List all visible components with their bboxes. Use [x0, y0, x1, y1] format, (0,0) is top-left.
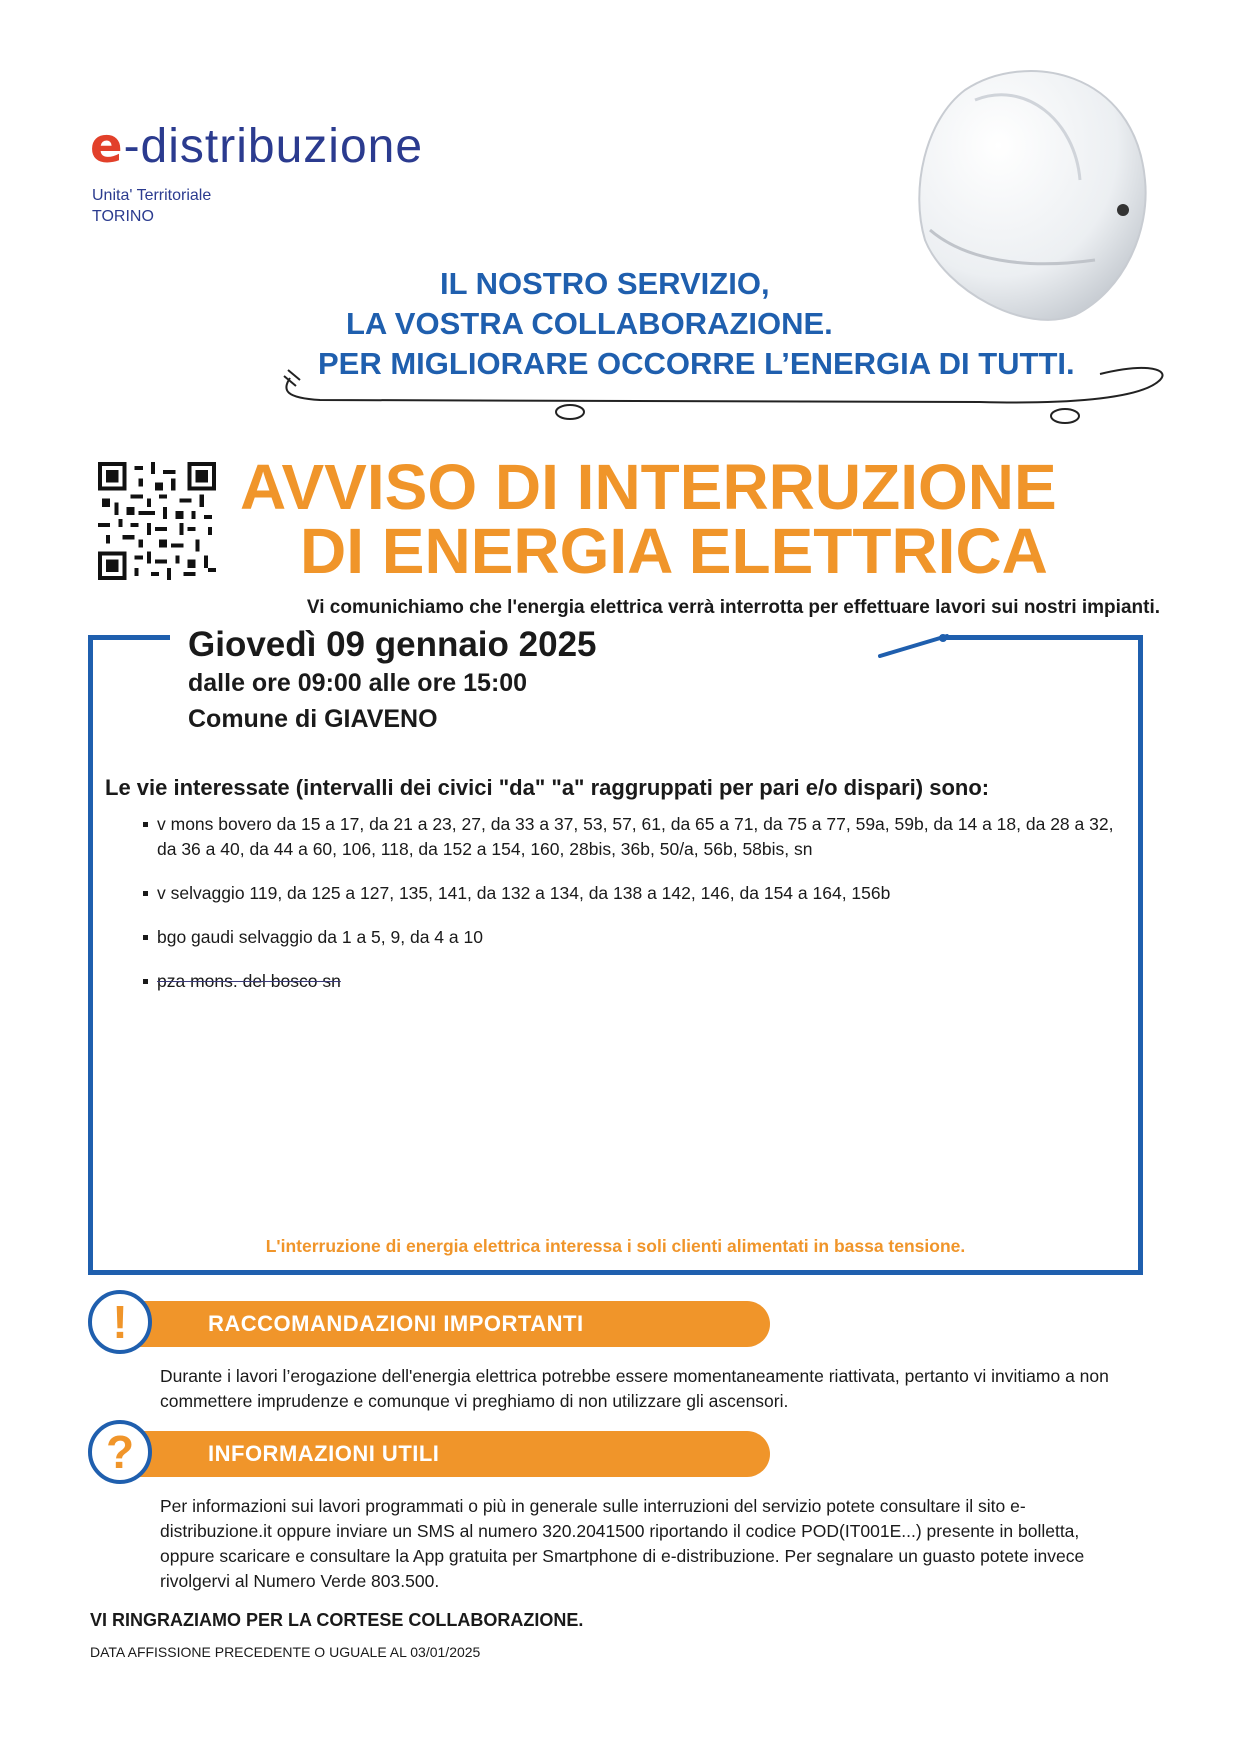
pen-stroke [875, 630, 955, 660]
street-list [140, 812, 1125, 1013]
unit-city: TORINO [92, 208, 154, 225]
street-item: v selvaggio 119, da 125 a 127, 135, 141, da 132 a 134, da 138 a 142, 146, da 154 a 164, 156b [140, 881, 1125, 906]
info-title: INFORMAZIONI UTILI [208, 1441, 440, 1466]
brand-logo-mark: e [90, 118, 124, 174]
question-icon [88, 1420, 152, 1484]
streets-header: Le vie interessate (intervalli dei civici "da" "a" raggruppati per pari e/o dispari) sono: [105, 775, 990, 800]
brand-logo [90, 118, 423, 174]
brand-logo-name: -distribuzione [123, 120, 424, 173]
info-banner [118, 1431, 770, 1477]
street-item: v mons bovero da 15 a 17, da 21 a 23, 27, da 33 a 37, 53, 57, 61, da 65 a 71, da 75 a 77, 59a, 59b, da 14 a 18, da 28 a 32, da 36 a 40, da 44 a 60, 106, 118, da 152 a 154, 160, 28bis, 36b, 50/a, 56b, 58bis, sn [140, 812, 1125, 862]
slogan-line-1: IL NOSTRO SERVIZIO, [440, 266, 770, 301]
question-glyph: ? [105, 1426, 135, 1478]
outage-date: Giovedì 09 gennaio 2025 [188, 625, 597, 664]
info-text: Per informazioni sui lavori programmati o più in generale sulle interruzioni del servizio potete consultare il sito e-distribuzione.it oppure inviare un SMS al numero 320.2041500 riportando il codice POD(IT001E...) presente in bolletta, oppure scaricare e consultare la App gratuita per Smartphone di e-distribuzione. Per segnalare un guasto potete invece rivolgervi al Numero Verde 803.500. [160, 1496, 1085, 1591]
slogan-line-3: PER MIGLIORARE OCCORRE L’ENERGIA DI TUTTI. [318, 346, 1075, 381]
outage-municipality: Comune di GIAVENO [188, 705, 438, 733]
intro-text: Vi comunichiamo che l'energia elettrica verrà interrotta per effettuare lavori sui nostri impianti. [306, 597, 1160, 618]
street-item-struck: pza mons. del bosco sn [140, 969, 1125, 994]
recommendations-text: Durante i lavori l’erogazione dell'energia elettrica potrebbe essere momentaneamente riattivata, pertanto vi invitiamo a non commettere imprudenze e comunque vi preghiamo di non utilizzare gli ascensori. [160, 1366, 1109, 1411]
outage-hours: dalle ore 09:00 alle ore 15:00 [188, 669, 528, 697]
box-border-top-left [88, 635, 170, 640]
low-voltage-note: L'interruzione di energia elettrica interessa i soli clienti alimentati in bassa tensione. [265, 1236, 966, 1256]
qr-code [98, 462, 216, 580]
posting-date: DATA AFFISSIONE PRECEDENTE O UGUALE AL 03/01/2025 [90, 1644, 481, 1660]
box-border-top-right [940, 635, 1143, 640]
slogan-line-2: LA VOSTRA COLLABORAZIONE. [346, 306, 833, 341]
street-item: bgo gaudi selvaggio da 1 a 5, 9, da 4 a 10 [140, 925, 1125, 950]
notice-title-line-1: AVVISO DI INTERRUZIONE [240, 451, 1057, 523]
plug-cable [280, 360, 1170, 430]
notice-title-line-2: DI ENERGIA ELETTRICA [300, 515, 1048, 587]
exclamation-icon [88, 1290, 152, 1354]
notice-title [240, 451, 1057, 587]
exclamation-glyph: ! [112, 1296, 128, 1348]
unit-label: Unita' Territoriale [92, 187, 212, 204]
recommendations-banner [118, 1301, 770, 1347]
territorial-unit [92, 185, 211, 227]
thanks-text: VI RINGRAZIAMO PER LA CORTESE COLLABORAZIONE. [90, 1610, 584, 1630]
recommendations-title: RACCOMANDAZIONI IMPORTANTI [208, 1311, 584, 1336]
